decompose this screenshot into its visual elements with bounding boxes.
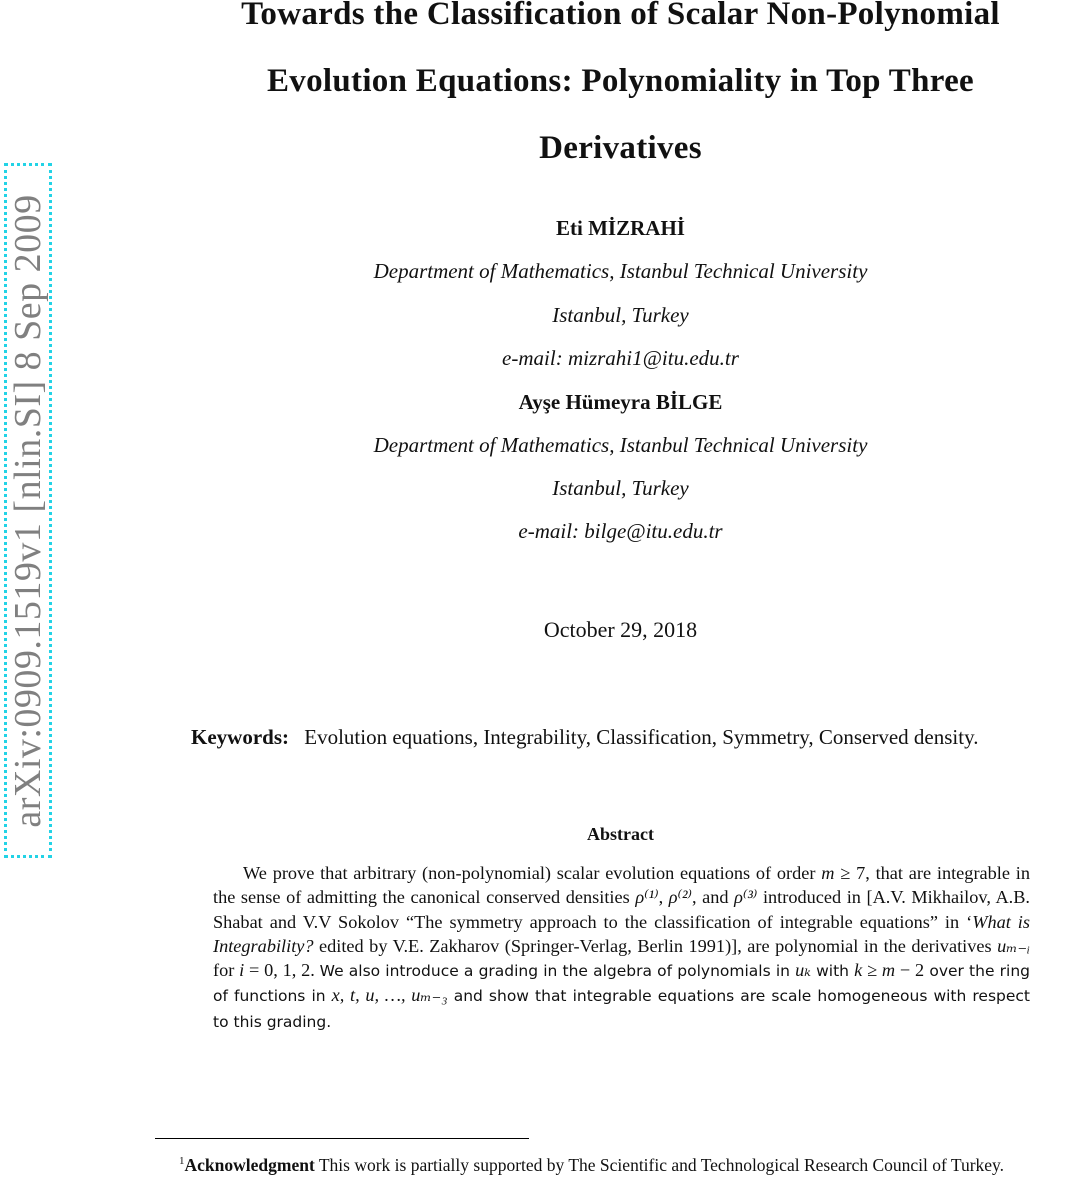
abstract-segment: with <box>810 962 855 981</box>
abstract-segment: edited by V.E. Zakharov (Springer-Verlag, Berlin 1991)], are polynomial in the derivatives <box>313 935 998 956</box>
abstract-segment: ρ⁽¹⁾ <box>635 887 659 908</box>
abstract-segment: ρ⁽²⁾ <box>668 887 692 908</box>
keywords <box>155 716 1086 758</box>
abstract-segment: uₖ <box>795 960 811 981</box>
arxiv-stamp <box>4 163 52 858</box>
footnote-mark: 1 <box>179 1155 185 1167</box>
footnote-rule <box>155 1138 529 1139</box>
abstract-segment: x, t, u, …, uₘ₋₃ <box>331 985 448 1006</box>
abstract-body <box>213 861 1030 1034</box>
abstract-segment: What is Integrability? <box>213 911 1030 956</box>
keywords-label: Keywords: <box>191 725 289 749</box>
abstract-segment: ρ⁽³⁾ <box>734 887 758 908</box>
abstract-segment: i <box>239 960 245 981</box>
author-email: e-mail: bilge@itu.edu.tr <box>518 519 723 543</box>
paper-title <box>155 0 1086 182</box>
footnote <box>155 1145 1086 1182</box>
abstract-segment: ≥ 7, that are integrable in the sense of admitting the canonical conserved densities <box>213 863 1030 908</box>
abstract-segment: ≥ <box>862 960 882 981</box>
abstract-segment: over the ring of functions in <box>213 962 1030 1006</box>
author-email: e-mail: mizrahi1@itu.edu.tr <box>502 346 739 370</box>
author-affiliation: Department of Mathematics, Istanbul Technical University <box>373 259 868 283</box>
abstract-segment: uₘ₋ᵢ <box>997 935 1030 956</box>
title-line: Evolution Equations: Polynomiality in Top Three <box>267 63 974 99</box>
author-name: Ayşe Hümeyra BİLGE <box>518 390 723 414</box>
author-location: Istanbul, Turkey <box>552 303 689 327</box>
author-location: Istanbul, Turkey <box>552 476 689 500</box>
abstract-segment: , <box>658 887 669 908</box>
abstract-segment: m <box>821 863 835 883</box>
author-affiliation: Department of Mathematics, Istanbul Technical University <box>373 433 868 457</box>
keywords-text: Evolution equations, Integrability, Classification, Symmetry, Conserved density. <box>304 725 979 749</box>
arxiv-id: arXiv:0909.1519v1 [nlin.SI] 8 Sep 2009 <box>7 193 49 828</box>
author-name: Eti MİZRAHİ <box>556 216 685 240</box>
abstract-heading: Abstract <box>587 824 654 844</box>
footnote-text: This work is partially supported by The Scientific and Technological Research Council of Turkey. <box>314 1154 1005 1175</box>
title-line: Derivatives <box>539 130 702 166</box>
paper-date: October 29, 2018 <box>543 617 698 642</box>
abstract-segment: − 2 <box>895 960 925 981</box>
footnote-label: Acknowledgment <box>184 1154 315 1175</box>
abstract-segment: m <box>881 960 896 981</box>
abstract-segment: , and <box>691 887 735 908</box>
abstract-segment: We also introduce a grading in the algebra of polynomials in <box>319 962 796 981</box>
abstract-segment: for <box>213 960 240 981</box>
abstract-segment: and show that integrable equations are scale homogeneous with respect to this grading. <box>213 987 1031 1031</box>
title-line: Towards the Classification of Scalar Non-Polynomial <box>241 0 1000 32</box>
abstract-segment: k <box>854 960 863 981</box>
abstract-segment: introduced in [A.V. Mikhailov, A.B. Shabat and V.V Sokolov “The symmetry approach to the classification of integrable equations” in ‘ <box>213 887 1031 932</box>
abstract-segment: We prove that arbitrary (non-polynomial) scalar evolution equations of order <box>243 863 822 883</box>
abstract-segment: = 0, 1, 2. <box>244 960 320 981</box>
